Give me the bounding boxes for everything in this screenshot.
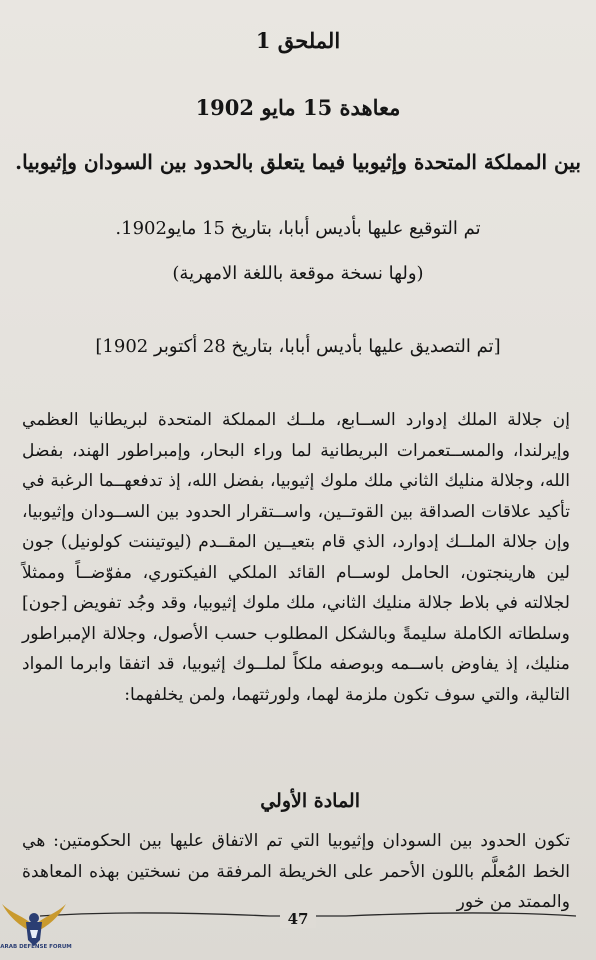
watermark-label: ARAB DEFENSE FORUM [0,944,72,950]
article-one-paragraph: تكون الحدود بين السودان وإثيوبيا التي تم الاتفاق عليها بين الحكومتين: هي الخط المُعلَّم باللون الأحمر على الخريطة المرفقة من نسختين بهذه المعاهدة والممتد من خور [22,831,570,912]
signing-line: تم التوقيع عليها بأديس أبابا، بتاريخ 15 مايو1902. [115,218,481,239]
article-one-title: المادة الأولي [260,790,360,812]
treaty-title: معاهدة 15 مايو 1902 [195,95,401,120]
page-number [0,910,596,928]
ratification-line: [تم التصديق عليها بأديس أبابا، بتاريخ 28 أكتوبر 1902] [95,336,501,357]
annex-title: الملحق 1 [255,28,341,53]
page-number-text: 47 [280,910,317,928]
treaty-subtitle: بين المملكة المتحدة وإثيوبيا فيما يتعلق بالحدود بين السودان وإثيوبيا. [15,150,581,174]
amharic-copy-line: (ولها نسخة موقعة باللغة الامهرية) [172,263,424,284]
preamble-paragraph: إن جلالة الملك إدوارد الســابع، ملــك المملكة المتحدة لبريطانيا العظمي وإيرلندا، والمســتعمرات البريطانية لما وراء البحار، وإمبراطور الهند، بفضل الله، وجلالة منليك الثاني ملك ملوك إثيوبيا، بفضل الله، إذ تدفعهــما الرغبة في تأكيد علاقات الصداقة بين القوتــين، واســتقرار الحدود بين الســودان وإثيوبيا، وإن جلالة الملــك إدوارد، الذي قام بتعيــين المقــدم (ليوتيننت كولونيل) جون لين هارينجتون، الحامل لوســام القائد الملكي الفيكتوري، مفوّضــاً وممثلاً لجلالته في بلاط جلالة منليك الثاني، ملك ملوك إثيوبيا، وقد وجُد تفويض [جون] وسلطاته الكاملة سليمةً وبالشكل المطلوب حسب الأصول، وجلالة الإمبراطور منليك، إذ يفاوض باســمه وبوصفه ملكاً لملــوك إثيوبيا، قد اتفقا وابرما المواد التالية، والتي سوف تكون ملزمة لهما، ولورثتهما، ولمن يخلفهما: [22,410,570,705]
